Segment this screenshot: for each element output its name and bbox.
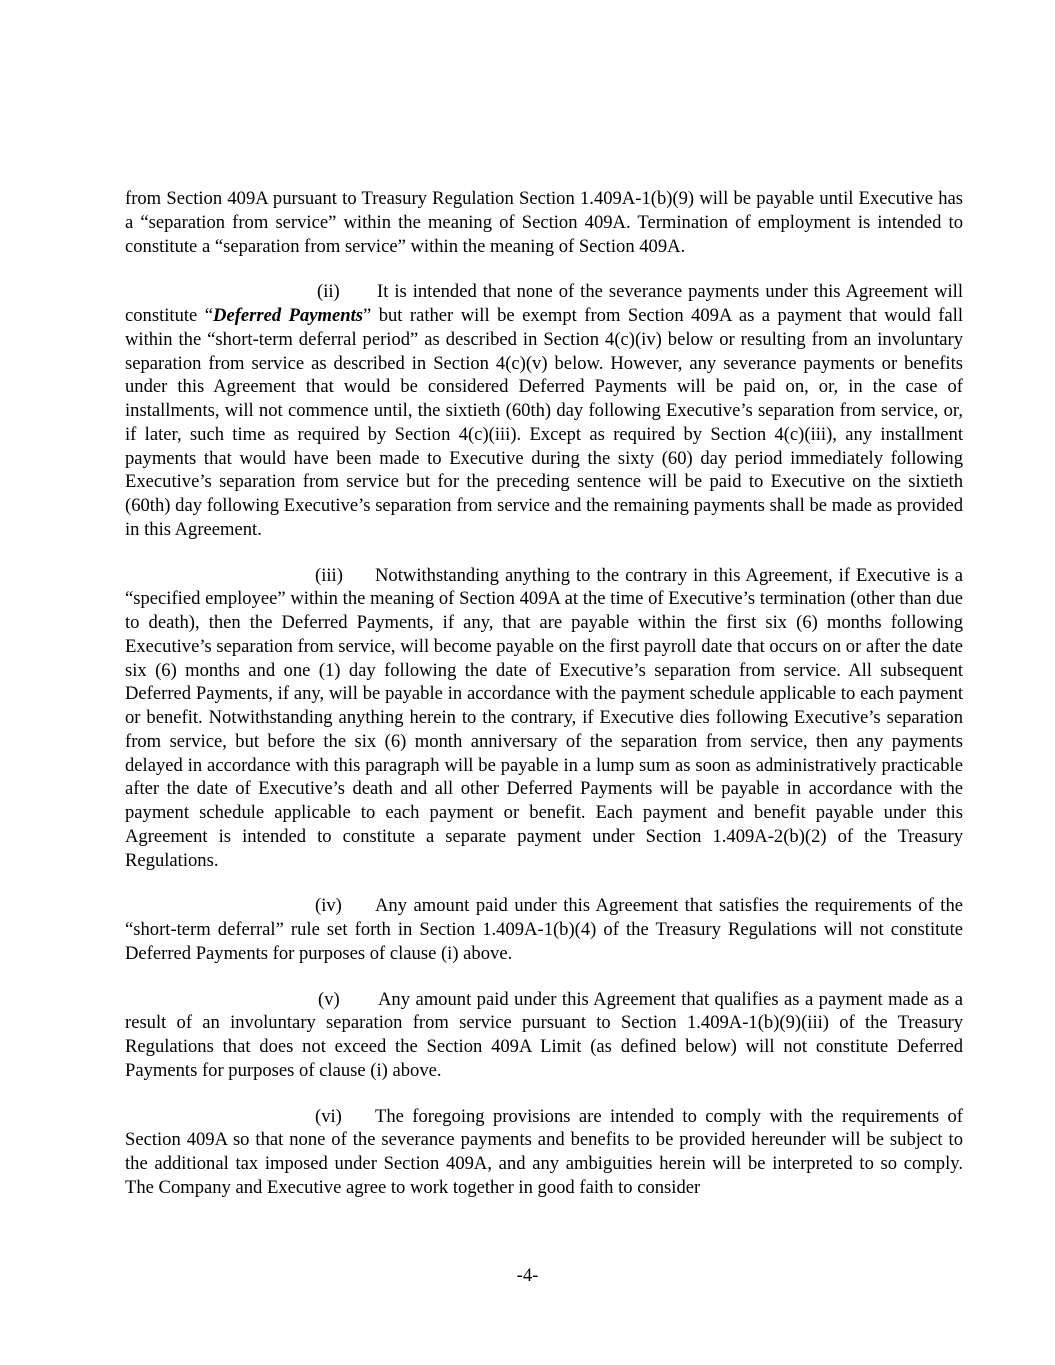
paragraph-text: Any amount paid under this Agreement that satisfies the requirements of the “short-term deferral” rule set forth in Section 1.409A-1(b)(4) of the Treasury Regulations will not constitute Deferred Payments for purposes of clause (i) above. xyxy=(125,895,963,964)
paragraph-iv xyxy=(125,894,963,965)
paragraph-vi xyxy=(125,1105,963,1200)
clause-number: (vi) xyxy=(315,1105,342,1127)
clause-number: (ii) xyxy=(317,281,340,303)
page-number: -4- xyxy=(516,1265,539,1286)
paragraph-v xyxy=(125,988,963,1083)
paragraph-text: The foregoing provisions are intended to comply with the requirements of Section 409A so that none of the severance payments and benefits to be provided hereunder will be subject to the additional tax imposed under Section 409A, and any ambiguities herein will be interpreted to so comply. The Company and Executive agree to work together in good faith to consider xyxy=(125,1105,963,1198)
paragraph-text: ” but rather will be exempt from Section 409A as a payment that would fall within the “short-term deferral period” as described in Section 4(c)(iv) below or resulting from an involuntary separation from service as described in Section 4(c)(v) below. However, any severance payments or benefits under this Agreement that would be considered Deferred Payments will be paid on, or, in the case of installments, will not commence until, the sixtieth (60th) day following Executive’s separation from service, or, if later, such time as required by Section 4(c)(iii). Except as required by Section 4(c)(iii), any installment payments that would have been made to Executive during the sixty (60) day period immediately following Executive’s separation from service but for the preceding sentence will be paid to Executive on the sixtieth (60th) day following Executive’s separation from service and the remaining payments shall be made as provided in this Agreement. xyxy=(125,305,963,540)
paragraph-text: Notwithstanding anything to the contrary in this Agreement, if Executive is a “specified employee” within the meaning of Section 409A at the time of Executive’s termination (other than due to death), then the Deferred Payments, if any, that are payable within the first six (6) months following Executive’s separation from service, will become payable on the first payroll date that occurs on or after the date six (6) months and one (1) day following the date of Executive’s separation from service. All subsequent Deferred Payments, if any, will be payable in accordance with the payment schedule applicable to each payment or benefit. Notwithstanding anything herein to the contrary, if Executive dies following Executive’s separation from service, but before the six (6) month anniversary of the separation from service, then any payments delayed in accordance with this paragraph will be payable in a lump sum as soon as administratively practicable after the date of Executive’s death and all other Deferred Payments will be payable in accordance with the payment schedule applicable to each payment or benefit. Each payment and benefit payable under this Agreement is intended to constitute a separate payment under Section 1.409A-2(b)(2) of the Treasury Regulations. xyxy=(125,564,963,871)
clause-number: (v) xyxy=(318,988,340,1010)
defined-term: Deferred Payments xyxy=(213,305,363,326)
clause-number: (iii) xyxy=(315,564,343,586)
paragraph-iii xyxy=(125,564,963,873)
clause-number: (iv) xyxy=(315,895,342,917)
paragraph-ii xyxy=(125,280,963,541)
document-page xyxy=(125,187,963,1222)
paragraph-text: Any amount paid under this Agreement that qualifies as a payment made as a result of an involuntary separation from service pursuant to Section 1.409A-1(b)(9)(iii) of the Treasury Regulations that does not exceed the Section 409A Limit (as defined below) will not constitute Deferred Payments for purposes of clause (i) above. xyxy=(125,988,963,1081)
paragraph-text: It is intended that none of the severance payments under this Agreement will constitute “ xyxy=(125,281,963,326)
paragraph-i-continuation: from Section 409A pursuant to Treasury Regulation Section 1.409A-1(b)(9) will be payable until Executive has a “separation from service” within the meaning of Section 409A. Termination of employment is intended to constitute a “separation from service” within the meaning of Section 409A. xyxy=(125,188,963,257)
